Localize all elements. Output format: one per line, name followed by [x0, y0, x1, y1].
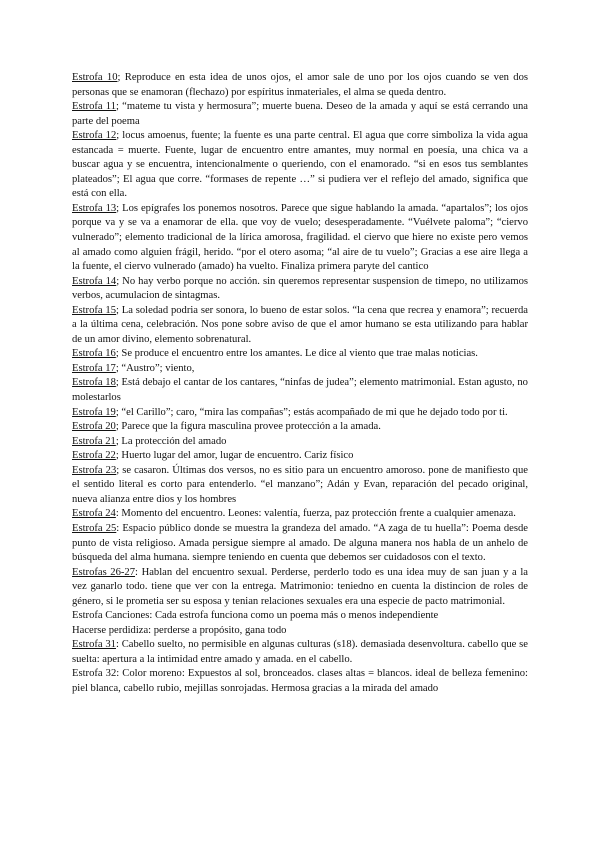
paragraph-label: Estrofa 14	[72, 275, 117, 287]
paragraph-text: ; La soledad podria ser sonora, lo bueno de estar solos. “la cena que recrea y enamora”; recuerda a la última cena, celebración. Nos pone sobre aviso de que el amor humano se esta utilizando para hablar de un amor divino, elemento sobrenatural.	[72, 304, 528, 345]
paragraph-text: ; “el Carillo”; caro, “mira las compañas”; estás acompañado de mi que he dejado todo por ti.	[115, 406, 508, 418]
paragraph-text: : Momento del encuentro. Leones: valentía, fuerza, paz protección frente a cualquier amenaza.	[115, 508, 516, 520]
notes-body	[72, 71, 528, 697]
paragraph-estrofa-17	[72, 362, 528, 377]
paragraph-estrofa-18	[72, 376, 528, 405]
paragraph-text: Estrofa 32: Color moreno: Expuestos al sol, bronceados. clases altas = blancos. ideal de belleza femenino: piel blanca, cabello rubio, mejillas sonrojadas. Hermosa gracias a la mirada del amado	[72, 668, 528, 694]
paragraph-label: Estrofa 19	[72, 406, 116, 418]
paragraph-estrofa-22	[72, 449, 528, 464]
paragraph-label: Estrofa 25	[72, 522, 117, 534]
paragraph-text: ; Huerto lugar del amor, lugar de encuentro. Cariz físico	[115, 450, 354, 462]
paragraph-text: Estrofa Canciones: Cada estrofa funciona como un poema más o menos independiente	[72, 610, 439, 622]
paragraph-estrofa-canciones	[72, 609, 528, 624]
paragraph-text: ; La protección del amado	[115, 435, 227, 447]
paragraph-label: Estrofa 23	[72, 464, 117, 476]
paragraph-estrofa-16	[72, 347, 528, 362]
paragraph-text: : Hablan del encuentro sexual. Perderse, perderlo todo es una idea muy de san juan y a la vez ganarlo todo. tiene que ver con la entrega. Matrimonio: teniedno en cuenta la distincion de roles de género, si le prometia ser su esposa y tenian relaciones sexuales era una especie de pacto matrimonial.	[72, 566, 528, 607]
paragraph-label: Estrofa 17	[72, 362, 116, 374]
paragraph-label: Estrofa 21	[72, 435, 116, 447]
paragraph-estrofa-10	[72, 71, 528, 100]
paragraph-estrofa-24	[72, 507, 528, 522]
paragraph-estrofa-23	[72, 464, 528, 508]
paragraph-label: Estrofa 24	[72, 508, 116, 520]
paragraph-text: ; Reproduce en esta idea de unos ojos, el amor sale de uno por los ojos cuando se ven dos personas que se enamoran (flechazo) por espíritus inmateriales, el alma se queda dentro.	[72, 72, 528, 98]
paragraph-text: ; Parece que la figura masculina provee protección a la amada.	[115, 421, 381, 433]
paragraph-text: ; locus amoenus, fuente; la fuente es una parte central. El agua que corre simboliza la vida agua estancada = muerte. Fuente, lugar de encuentro entre amantes, muy normal en poesía, una chica va a buscar agua y se encuentra, intencionalmente o queriendo, con el enamorado. “si en esos tus semblantes plateados”; El agua que corre. “formases de repente …” si pudiera ver el reflejo del amado, significa que está con ella.	[72, 130, 528, 200]
paragraph-estrofa-19	[72, 406, 528, 421]
paragraph-estrofa-13	[72, 202, 528, 275]
paragraph-label: Estrofa 22	[72, 450, 116, 462]
paragraph-text: ; “Austro”; viento,	[115, 362, 195, 374]
paragraph-label: Estrofa 13	[72, 202, 117, 214]
paragraph-label: Estrofa 16	[72, 348, 116, 360]
paragraph-label: Estrofas 26-27	[72, 566, 136, 578]
paragraph-estrofa-32	[72, 667, 528, 696]
paragraph-label: Estrofa 10	[72, 72, 118, 83]
paragraph-estrofa-25	[72, 522, 528, 566]
paragraph-estrofa-15	[72, 304, 528, 348]
paragraph-estrofa-14	[72, 275, 528, 304]
paragraph-text: : Espacio público donde se muestra la grandeza del amado. “A zaga de tu huella”: Poema desde punto de vista religioso. Amada persigue siempre al amado. De alguna manera nos habla de un anhelo de búsqueda del alma humana. siempre teniendo en cuenta que debemos ser cuidadosos con el texto.	[72, 522, 528, 564]
paragraph-label: Estrofa 12	[72, 130, 117, 142]
paragraph-label: Estrofa 20	[72, 421, 116, 433]
paragraph-text: ; “mateme tu vista y hermosura”; muerte buena. Deseo de la amada y aquí se está cerrando una parte del poema	[72, 101, 528, 127]
paragraph-text: ; Se produce el encuentro entre los amantes. Le dice al viento que trae malas noticias.	[115, 348, 478, 360]
paragraph-label: Estrofa 18	[72, 377, 116, 389]
paragraph-label: Estrofa 15	[72, 304, 117, 316]
paragraph-label: Estrofa 11	[72, 101, 117, 113]
paragraph-text: ; Los epígrafes los ponemos nosotros. Parece que sigue hablando la amada. “apartalos”; los ojos porque va y se va a enamorar de ella. que voy de vuelo; desesperadamente. “Vuélvete paloma”; “ciervo vulnerado”; elemento tradicional de la lírica amorosa, fragilidad. el ciervo que hiere no existe pero vemos al amado como alguien frágil, herido. “por el otero asoma; “al aire de tu vuelo”; Gracias a ese aire llega a la fuente, el ciervo vulnerado (amado) ha vuelto. Finaliza primera paryte del cantico	[72, 202, 528, 273]
paragraph-hacerse-perdidiza	[72, 624, 528, 639]
paragraph-estrofa-20	[72, 420, 528, 435]
paragraph-text: ; se casaron. Últimas dos versos, no es sitio para un encuentro amoroso. pone de manifiesto que el sentido literal es corto para entenderlo. “el manzano”; Adán y Evan, reparación del pecado original, nueva alianza entre dios y los hombres	[72, 464, 528, 505]
paragraph-label: Estrofa 31	[72, 639, 116, 651]
paragraph-text: Hacerse perdidiza: perderse a propósito, gana todo	[72, 624, 287, 636]
paragraph-estrofa-11	[72, 100, 528, 129]
paragraph-text: ; Está debajo el cantar de los cantares, “ninfas de judea”; elemento matrimonial. Estan agusto, no molestarlos	[72, 377, 528, 404]
paragraph-estrofa-31	[72, 638, 528, 667]
paragraph-text: ; No hay verbo porque no acción. sin queremos representar suspension de timepo, no utilizamos verbos, acumulacion de sintagmas.	[72, 275, 528, 302]
paragraph-estrofa-21	[72, 435, 528, 450]
paragraph-estrofa-12	[72, 129, 528, 202]
paragraph-text: : Cabello suelto, no permisible en algunas culturas (s18). demasiada desenvoltura. cabello que se suelta: apertura a la intimidad entre amado y amada. en el cabello.	[72, 639, 528, 665]
paragraph-estrofas-26-27	[72, 566, 528, 610]
